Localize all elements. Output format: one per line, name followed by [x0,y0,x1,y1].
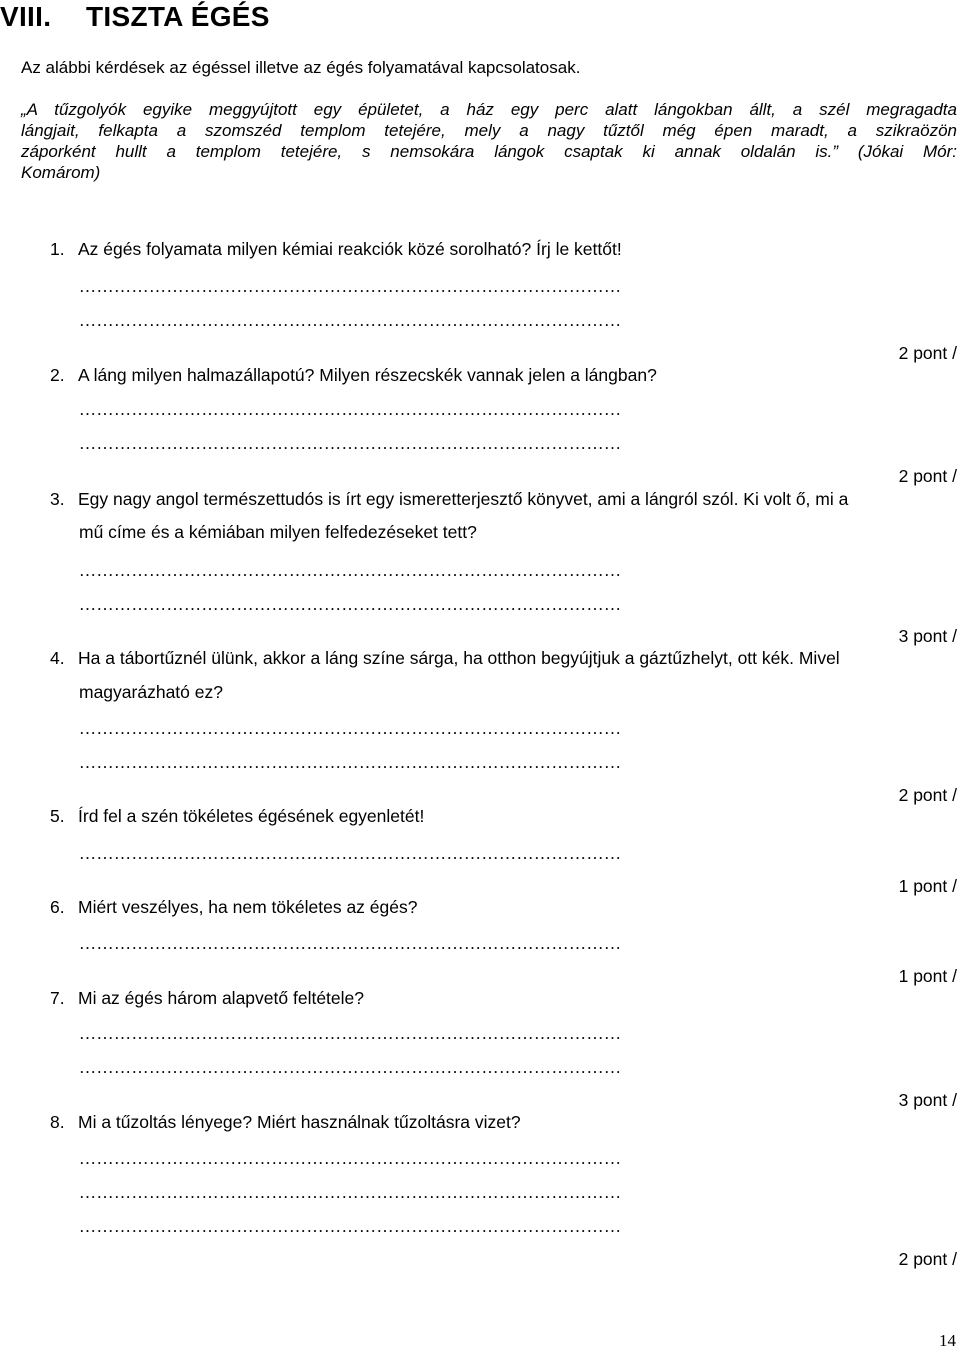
points-label: 1 pont / [898,966,957,986]
question-text: Mi a tűzoltás lényege? Miért használnak tűzoltásra vizet? [78,1112,521,1132]
question-text: Ha a tábortűznél ülünk, akkor a láng színe sárga, ha otthon begyújtjuk a gáztűzhelyt, ott kék. Mivel [78,648,840,668]
quote-paragraph [21,99,957,183]
question-3: 3. Egy nagy angol természettudós is írt egy ismeretterjesztő könyvet, ami a lángról szól. Ki volt ő, mi a [50,489,849,509]
answer-line[interactable]: ………………………………………………………………………………… [79,595,622,614]
question-8: 8. Mi a tűzoltás lényege? Miért használnak tűzoltásra vizet? [50,1112,521,1132]
answer-line[interactable]: ………………………………………………………………………………… [79,753,622,772]
section-heading [0,1,270,33]
answer-line[interactable]: ………………………………………………………………………………… [79,1058,622,1077]
quote-line: „A tűzgolyók egyike meggyújtott egy épületet, a ház egy perc alatt lángokban állt, a szél megragadta [21,100,957,119]
question-text-continued: magyarázható ez? [79,682,223,702]
quote-line: záporként hullt a templom tetejére, s nemsokára lángok csaptak ki annak oldalán is.” (Jókai Mór: [21,142,957,161]
answer-line[interactable]: ………………………………………………………………………………… [79,934,622,953]
intro-text: Az alábbi kérdések az égéssel illetve az égés folyamatával kapcsolatosak. [21,58,581,77]
quote-line: Komárom) [21,163,101,182]
question-text-continued: mű címe és a kémiában milyen felfedezéseket tett? [79,522,477,542]
answer-line[interactable]: ………………………………………………………………………………… [79,561,622,580]
answer-line[interactable]: ………………………………………………………………………………… [79,1149,622,1168]
question-text: Miért veszélyes, ha nem tökéletes az égés? [78,897,418,917]
points-label: 2 pont / [898,785,957,805]
answer-line[interactable]: ………………………………………………………………………………… [79,1024,622,1043]
question-1: 1. Az égés folyamata milyen kémiai reakciók közé sorolható? Írj le kettőt! [50,239,622,259]
points-label: 2 pont / [898,1249,957,1269]
quote-line: lángjait, felkapta a szomszéd templom tetejére, mely a nagy tűztől még épen maradt, a szikraözön [21,121,957,140]
question-text: A láng milyen halmazállapotú? Milyen részecskék vannak jelen a lángban? [78,365,657,385]
question-text: Az égés folyamata milyen kémiai reakciók közé sorolható? Írj le kettőt! [78,239,622,259]
answer-line[interactable]: ………………………………………………………………………………… [79,277,622,296]
question-text: Mi az égés három alapvető feltétele? [78,988,364,1008]
question-text: Egy nagy angol természettudós is írt egy ismeretterjesztő könyvet, ami a lángról szól. Ki volt ő, mi a [78,489,849,509]
question-7: 7. Mi az égés három alapvető feltétele? [50,988,364,1008]
points-label: 2 pont / [898,343,957,363]
answer-line[interactable]: ………………………………………………………………………………… [79,719,622,738]
question-2: 2. A láng milyen halmazállapotú? Milyen részecskék vannak jelen a lángban? [50,365,657,385]
answer-line[interactable]: ………………………………………………………………………………… [79,311,622,330]
question-5: 5. Írd fel a szén tökéletes égésének egyenletét! [50,806,425,826]
answer-line[interactable]: ………………………………………………………………………………… [79,434,622,453]
question-text: Írd fel a szén tökéletes égésének egyenletét! [78,806,425,826]
points-label: 1 pont / [898,876,957,896]
answer-line[interactable]: ………………………………………………………………………………… [79,1183,622,1202]
points-label: 2 pont / [898,466,957,486]
answer-line[interactable]: ………………………………………………………………………………… [79,844,622,863]
answer-line[interactable]: ………………………………………………………………………………… [79,1217,622,1236]
page-number: 14 [939,1331,956,1350]
answer-line[interactable]: ………………………………………………………………………………… [79,400,622,419]
section-title: TISZTA ÉGÉS [86,1,270,32]
points-label: 3 pont / [898,626,957,646]
section-number: VIII. [0,1,52,32]
question-4: 4. Ha a tábortűznél ülünk, akkor a láng színe sárga, ha otthon begyújtjuk a gáztűzhelyt, ott kék. Mivel [50,648,840,668]
points-label: 3 pont / [898,1090,957,1110]
question-6: 6. Miért veszélyes, ha nem tökéletes az égés? [50,897,418,917]
